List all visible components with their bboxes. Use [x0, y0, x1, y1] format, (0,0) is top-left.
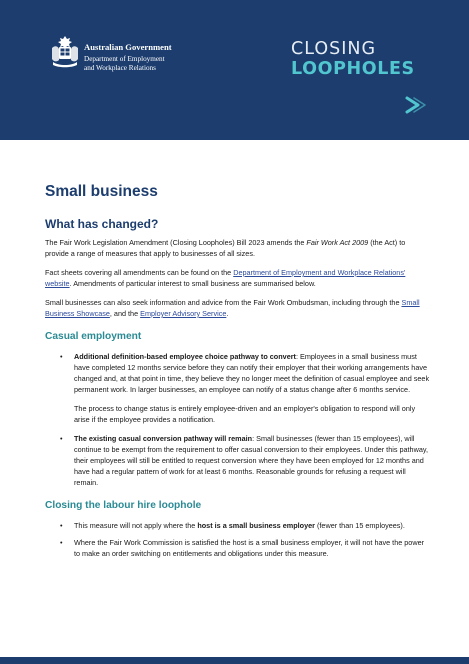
- bullet-text: Where the Fair Work Commission is satisfied the host is a small business employer, it will not have the power to make an order switching on entitlements and obligations under this measure.: [74, 538, 425, 558]
- bullet-icon: •: [60, 521, 63, 530]
- section-heading-labour-hire: Closing the labour hire loophole: [45, 500, 202, 511]
- labour-hire-list: [45, 520, 430, 559]
- fact-sheets-text-b: . Amendments of particular interest to small business are summarised below.: [69, 279, 316, 288]
- header-banner: [0, 0, 469, 140]
- department-name: [84, 55, 172, 73]
- casual-employment-list-2: [45, 433, 430, 488]
- coat-of-arms-icon: [48, 34, 82, 70]
- advice-text-mid: , and the: [109, 309, 141, 318]
- list-item: [45, 537, 430, 559]
- bullet-continuation: The process to change status is entirely employee-driven and an employer's obligation to respond will only arise if the employee provides a notification.: [74, 404, 416, 424]
- intro-text-a: The Fair Work Legislation Amendment (Closing Loopholes) Bill 2023 amends the: [45, 238, 307, 247]
- brand-bottom-text: LOOPHOLES: [291, 59, 415, 79]
- dewr-website-link[interactable]: Department of Employment and Workplace Relations' website: [45, 268, 406, 288]
- casual-employment-list: [45, 351, 430, 395]
- bullet-text-a: This measure will not apply where the: [74, 521, 198, 530]
- campaign-logo: [291, 40, 415, 79]
- bullet-text: : Employees in a small business must have completed 12 months service before they can notify their employer that their working arrangements have changed and, at that point in time, they believe they no longer meet the definition of casual employee and seek permanent work. In larger businesses, an employee can notify of a status change after 6 months service.: [74, 352, 430, 394]
- employer-advisory-service-link[interactable]: Employer Advisory Service: [140, 309, 227, 318]
- list-item: [45, 351, 430, 395]
- section-heading-what-changed: What has changed?: [45, 217, 159, 231]
- bullet-icon: •: [60, 538, 63, 547]
- small-business-showcase-link[interactable]: Small Business Showcase: [45, 298, 420, 318]
- document-body: [45, 183, 430, 559]
- bullet-lead: Additional definition-based employee choice pathway to convert: [74, 352, 296, 361]
- fact-sheets-text-a: Fact sheets covering all amendments can be found on the: [45, 268, 234, 277]
- chevron-right-icon: [403, 94, 429, 116]
- bullet-icon: •: [60, 352, 63, 361]
- page-title: Small business: [45, 183, 158, 200]
- department-line-1: Department of Employment: [84, 55, 165, 63]
- list-item: [45, 520, 430, 531]
- bullet-lead: The existing casual conversion pathway will remain: [74, 434, 253, 443]
- advice-text-end: .: [226, 309, 229, 318]
- gov-title: Australian Government: [84, 42, 172, 52]
- act-title: Fair Work Act 2009: [306, 238, 369, 247]
- brand-top-text: CLOSING: [291, 39, 377, 59]
- bullet-bold: host is a small business employer: [197, 521, 315, 530]
- fact-sheets-paragraph: [45, 267, 430, 289]
- government-branding: [84, 42, 172, 73]
- list-item: [45, 433, 430, 488]
- department-line-2: and Workplace Relations: [84, 64, 156, 72]
- bullet-icon: •: [60, 434, 63, 443]
- intro-text-b: (the Act) to provide a range of measures that apply to businesses of all sizes.: [45, 238, 406, 258]
- footer-bar: [0, 657, 469, 664]
- section-heading-casual-employment: Casual employment: [45, 331, 142, 342]
- intro-paragraph: [45, 237, 430, 259]
- bullet-text: : Small businesses (fewer than 15 employees), will continue to be exempt from the requirement to offer casual conversion to their employees. Under this pathway, their employees will still be entitled to request conversion where they have been employed for 12 months and have had a regular pattern of work for at least 6 months. Reasonable grounds for refusing a request will remain.: [74, 434, 428, 487]
- advice-text-a: Small businesses can also seek information and advice from the Fair Work Ombudsman, including through the: [45, 298, 402, 307]
- bullet-text-b: (fewer than 15 employees).: [314, 521, 405, 530]
- advice-paragraph: [45, 297, 430, 319]
